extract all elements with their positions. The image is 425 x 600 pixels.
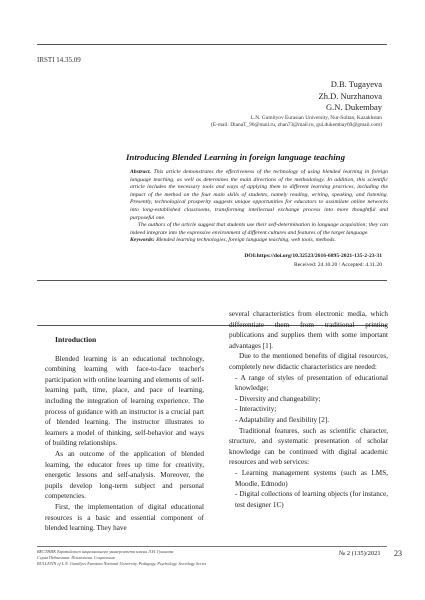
keywords-paragraph [130,237,388,245]
body-paragraph: several characteristics from electronic media, which differentiate them from traditional printing publications and supplies them with some important advantages [1]. [229,310,388,350]
body-paragraph: Traditional features, such as scientific character, structure, and systematic presentation of scholar knowledge can be continued with digital academic resources and web services: [229,426,388,467]
list-item: - A range of styles of presentation of educational knowledge; [235,373,388,393]
journal-footer [37,549,287,567]
body-paragraph: Due to the mentioned benefits of digital resources, completely new didactic characteristics are needed: [229,352,388,371]
affiliation-emails: (E-mail: DianaT_96@mail.ru, zhan73@mail.ru, gul.dukembay69@gmail.com) [210,122,382,128]
doi[interactable]: DOI:https://doi.org/10.32523/2616-6895-2021-135-2-23-31 [244,253,382,259]
list-item: - Diversity and changeability; [235,394,321,403]
section-heading-introduction: Introduction [55,335,97,344]
left-column [45,335,204,534]
affiliation [152,115,382,129]
top-rule [37,44,387,45]
keywords-label: Keywords: [130,237,155,244]
authors-block [319,79,383,114]
article-title: Introducing Blended Learning in foreign language teaching [126,152,345,162]
page-number: 23 [394,549,402,558]
keywords-text: Blended learning technologies, foreign language teaching, web tools, methods. [156,237,336,244]
list-item: - Adaptability and flexibility [2]. [235,415,330,424]
list-item: - Interactivity; [235,405,277,414]
author-2: Zh.D. Nurzhanova [318,90,382,101]
journal-series-ru: Серия Педагогика. Психология. Социология [37,555,115,560]
received-accepted-dates: Received: 24.10.20 / Accepted: 4.11.20 [293,262,382,268]
abstract-block [130,169,388,245]
irsti-code: IRSTI 14.35.09 [37,56,81,64]
body-paragraph: First, the implementation of digital educational resources is a basic and essential component of blended learning. They have [45,502,204,533]
abstract-label: Abstract. [130,169,152,175]
abstract-text: This article demonstrates the effectiveness of the technology of using blended learning in foreign language teaching, as well as determines the main directions of the methodology. In addition, this scientific article includes the necessary tools and ways of applying them to different learning practices, including the impact of the method on the four main skills of students, namely reading, writing, speaking, and listening. Presently, technological prosperity suggests unique opportunities for educators to assimilate online networks into long-established classrooms, transforming intellectual exchange process into more thoughtful and purposeful one. [130,169,389,221]
right-column [229,309,388,510]
affiliation-university: L.N. Gumilyov Eurasian University, Nur-Sultan, Kazakhstan [250,115,382,121]
abstract-paragraph-2: The authors of the article suggest that students use their self-determination in language acquisition; they can indeed integrate into the expressive environment of different cultures and features of the target language. [130,222,388,236]
abstract-bottom-rule [37,280,387,281]
body-paragraph: As an outcome of the application of blended learning, the educator frees up time for creativity, energetic lessons and self-analysis. Moreover, the pupils develop long-term subject and personal competencies. [45,449,204,501]
list-item: - Digital collections of learning objects (for instance, test designer 1C) [235,490,388,509]
body-paragraph: Blended learning is an educational technology, combining learning with face-to-face teacher's participation with online learning and elements of self-learning path, time, place, and pace of learning, including the integration of learning experience. The process of guidance with an instructor is a crucial part of blended learning. The instructor illustrates to learners a model of thinking, self-behavior and ways of building relationships. [45,354,204,448]
issue-number: № 2 (135)/2021 [339,550,381,557]
list-item: - Learning management systems (such as LMS, Moodle, Edmodo) [235,468,388,488]
author-3: G.N. Dukembay [326,102,382,112]
journal-name-en: BULLETIN of L.N. Gumilyov Eurasian National University. Pedagogy. Psychology. Sociology Series [37,561,207,566]
footer-rule [37,546,387,547]
author-1: D.B. Tugayeva [330,79,382,89]
abstract-paragraph [130,169,388,222]
journal-name-ru: ВЕСТНИК Евразийского национального университета имени Л.Н. Гумилева [37,549,174,554]
